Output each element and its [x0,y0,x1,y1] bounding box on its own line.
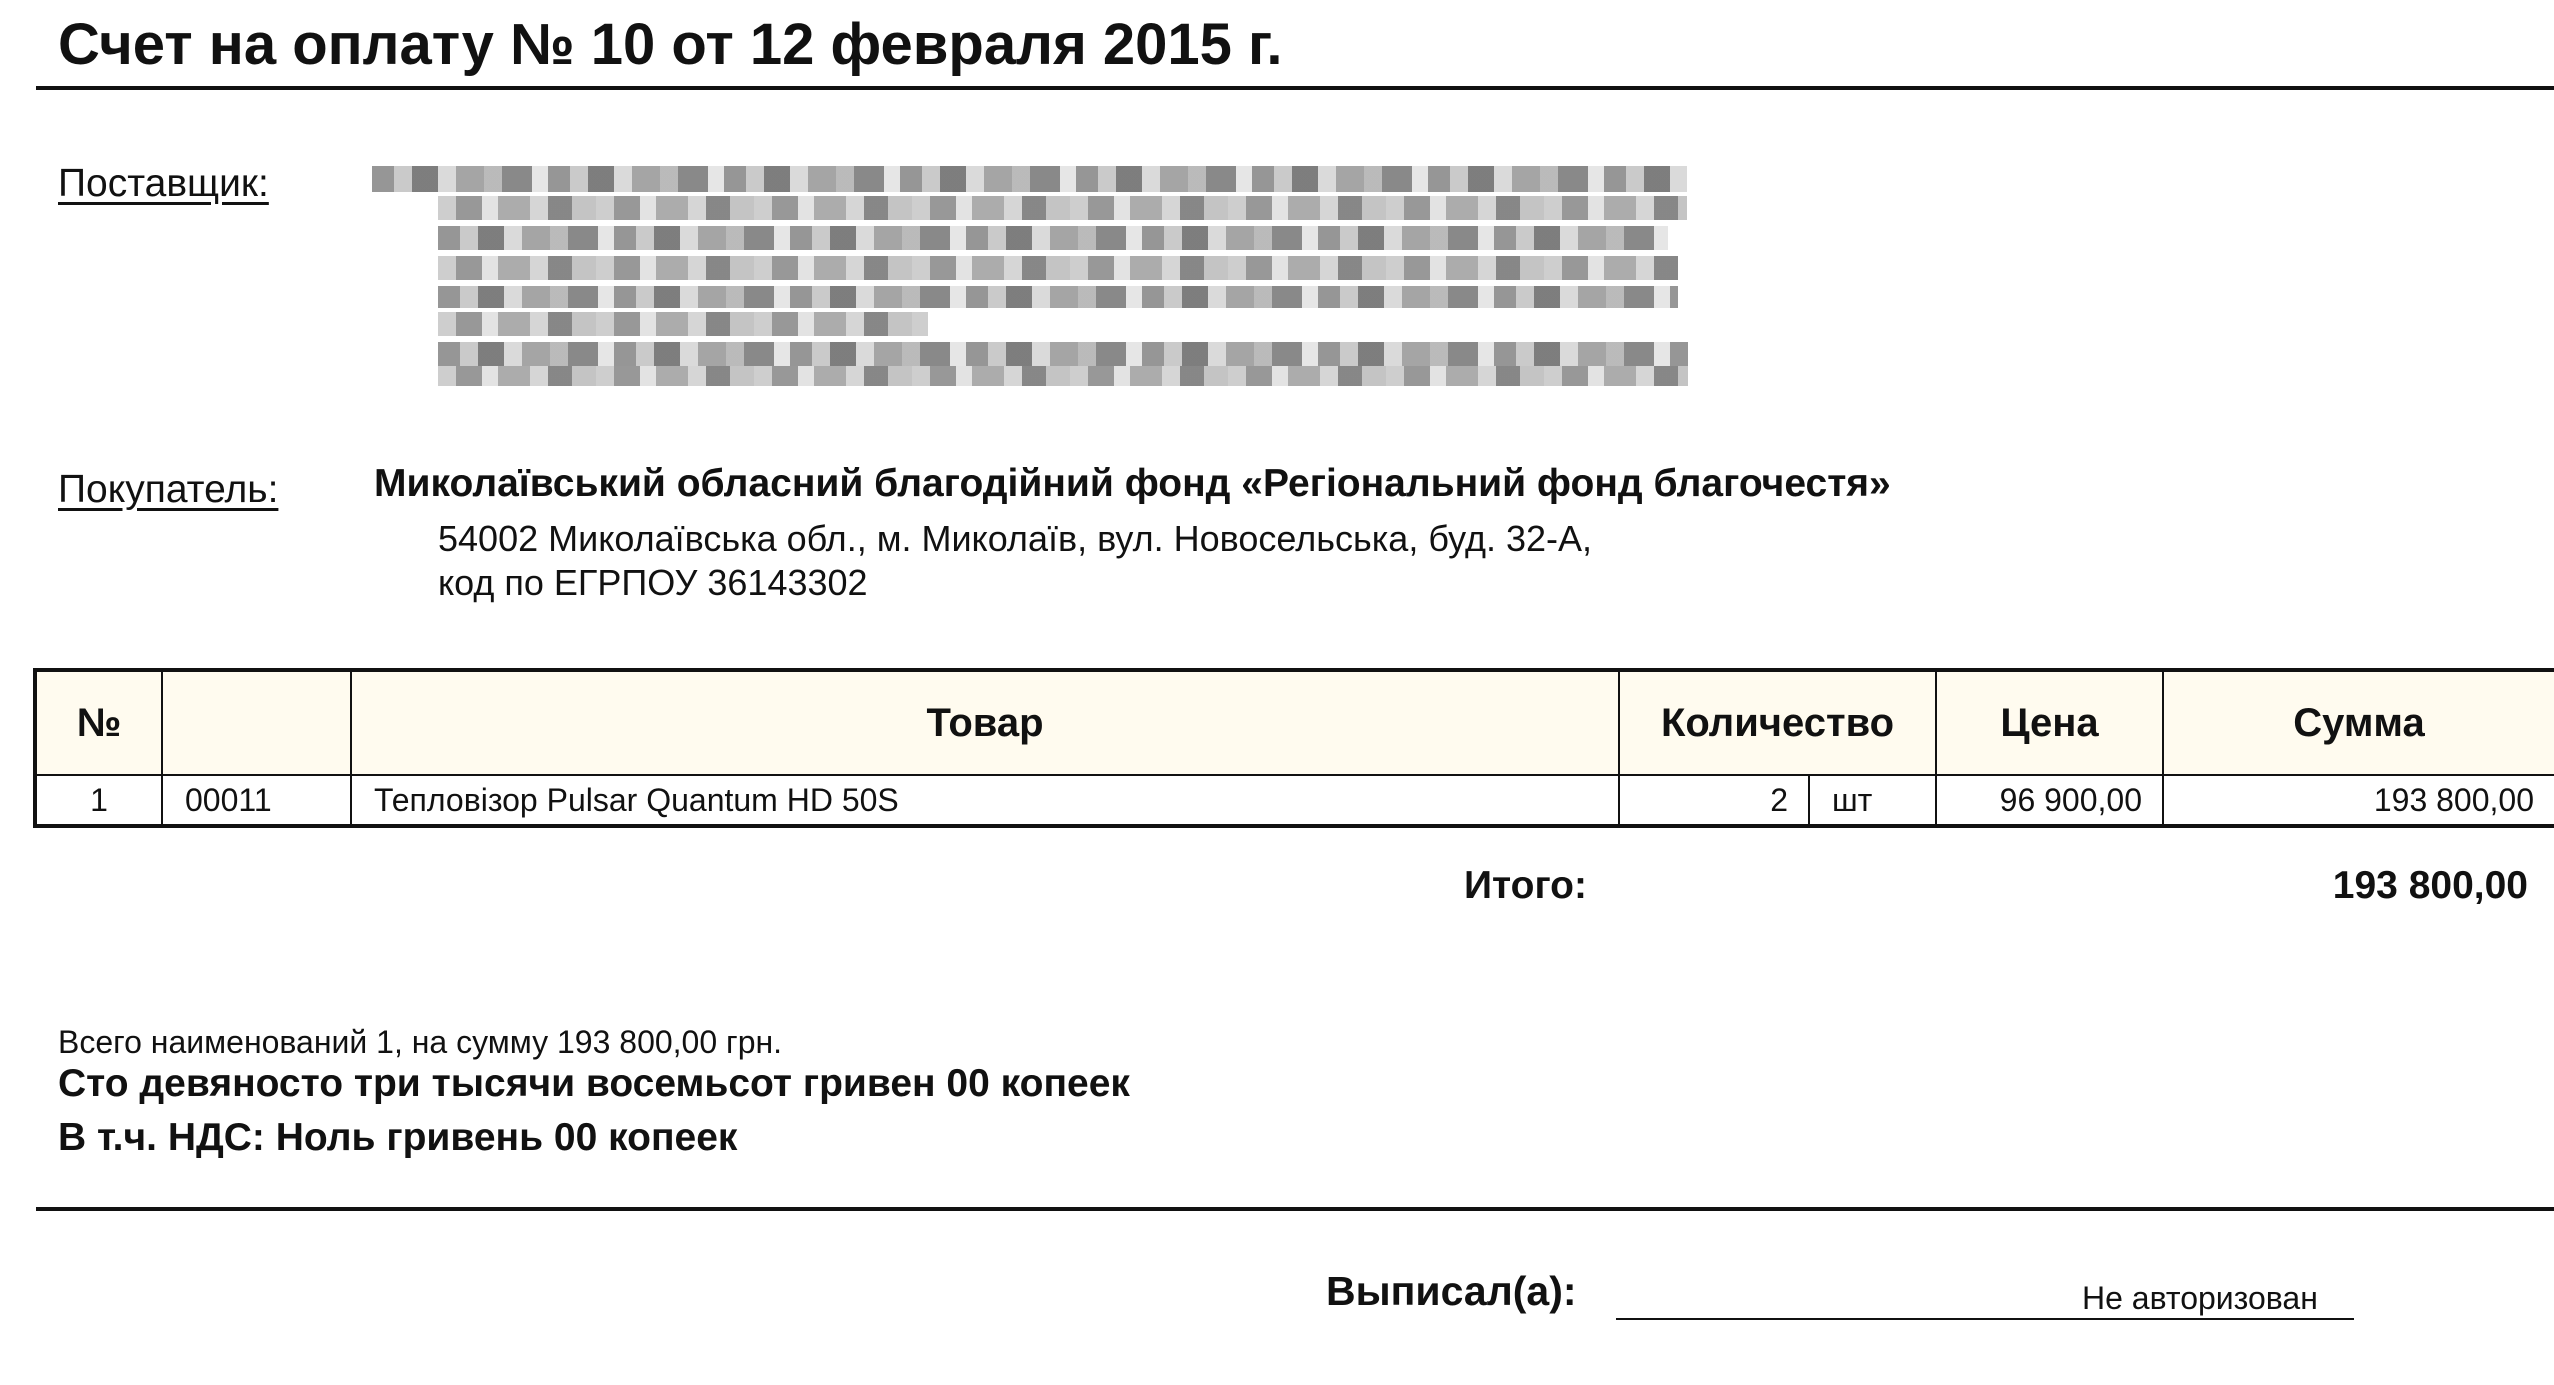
signature-line [1616,1318,2354,1320]
row-sum: 193 800,00 [2163,775,2554,826]
invoice-title: Счет на оплату № 10 от 12 февраля 2015 г. [58,12,1283,77]
row-code: 00011 [162,775,351,826]
header-product: Товар [351,670,1619,775]
row-qty: 2 [1619,775,1809,826]
header-num: № [35,670,162,775]
row-unit: шт [1809,775,1936,826]
summary-count: Всего наименований 1, на сумму 193 800,00 грн. [58,1024,783,1060]
buyer-address: 54002 Миколаївська обл., м. Миколаїв, вул. Новосельська, буд. 32-А, [438,518,1593,559]
header-sum: Сумма [2163,670,2554,775]
buyer-name: Миколаївський обласний благодійний фонд «Регіональний фонд благочестя» [374,462,1891,505]
row-num: 1 [35,775,162,826]
items-table [33,668,2554,828]
amount-in-words: Сто девяносто три тысячи восемьсот гривен 00 копеек [58,1062,1130,1105]
vat-line: В т.ч. НДС: Ноль гривень 00 копеек [58,1116,738,1159]
buyer-code: код по ЕГРПОУ 36143302 [438,562,868,603]
header-price: Цена [1936,670,2163,775]
header-divider [36,86,2554,90]
header-code [162,670,351,775]
buyer-label: Покупатель: [58,468,279,511]
footer-divider [36,1207,2554,1211]
total-value: 193 800,00 [2332,864,2528,907]
issued-by-label: Выписал(а): [1326,1268,1577,1314]
total-label: Итого: [1464,864,1587,907]
row-product: Тепловізор Pulsar Quantum HD 50S [351,775,1619,826]
supplier-details-redacted [372,160,1687,395]
issued-by-value: Не авторизован [2082,1280,2318,1316]
header-quantity: Количество [1619,670,1936,775]
table-header-row [35,670,2554,775]
row-price: 96 900,00 [1936,775,2163,826]
supplier-label: Поставщик: [58,162,269,205]
table-row [35,775,2554,826]
